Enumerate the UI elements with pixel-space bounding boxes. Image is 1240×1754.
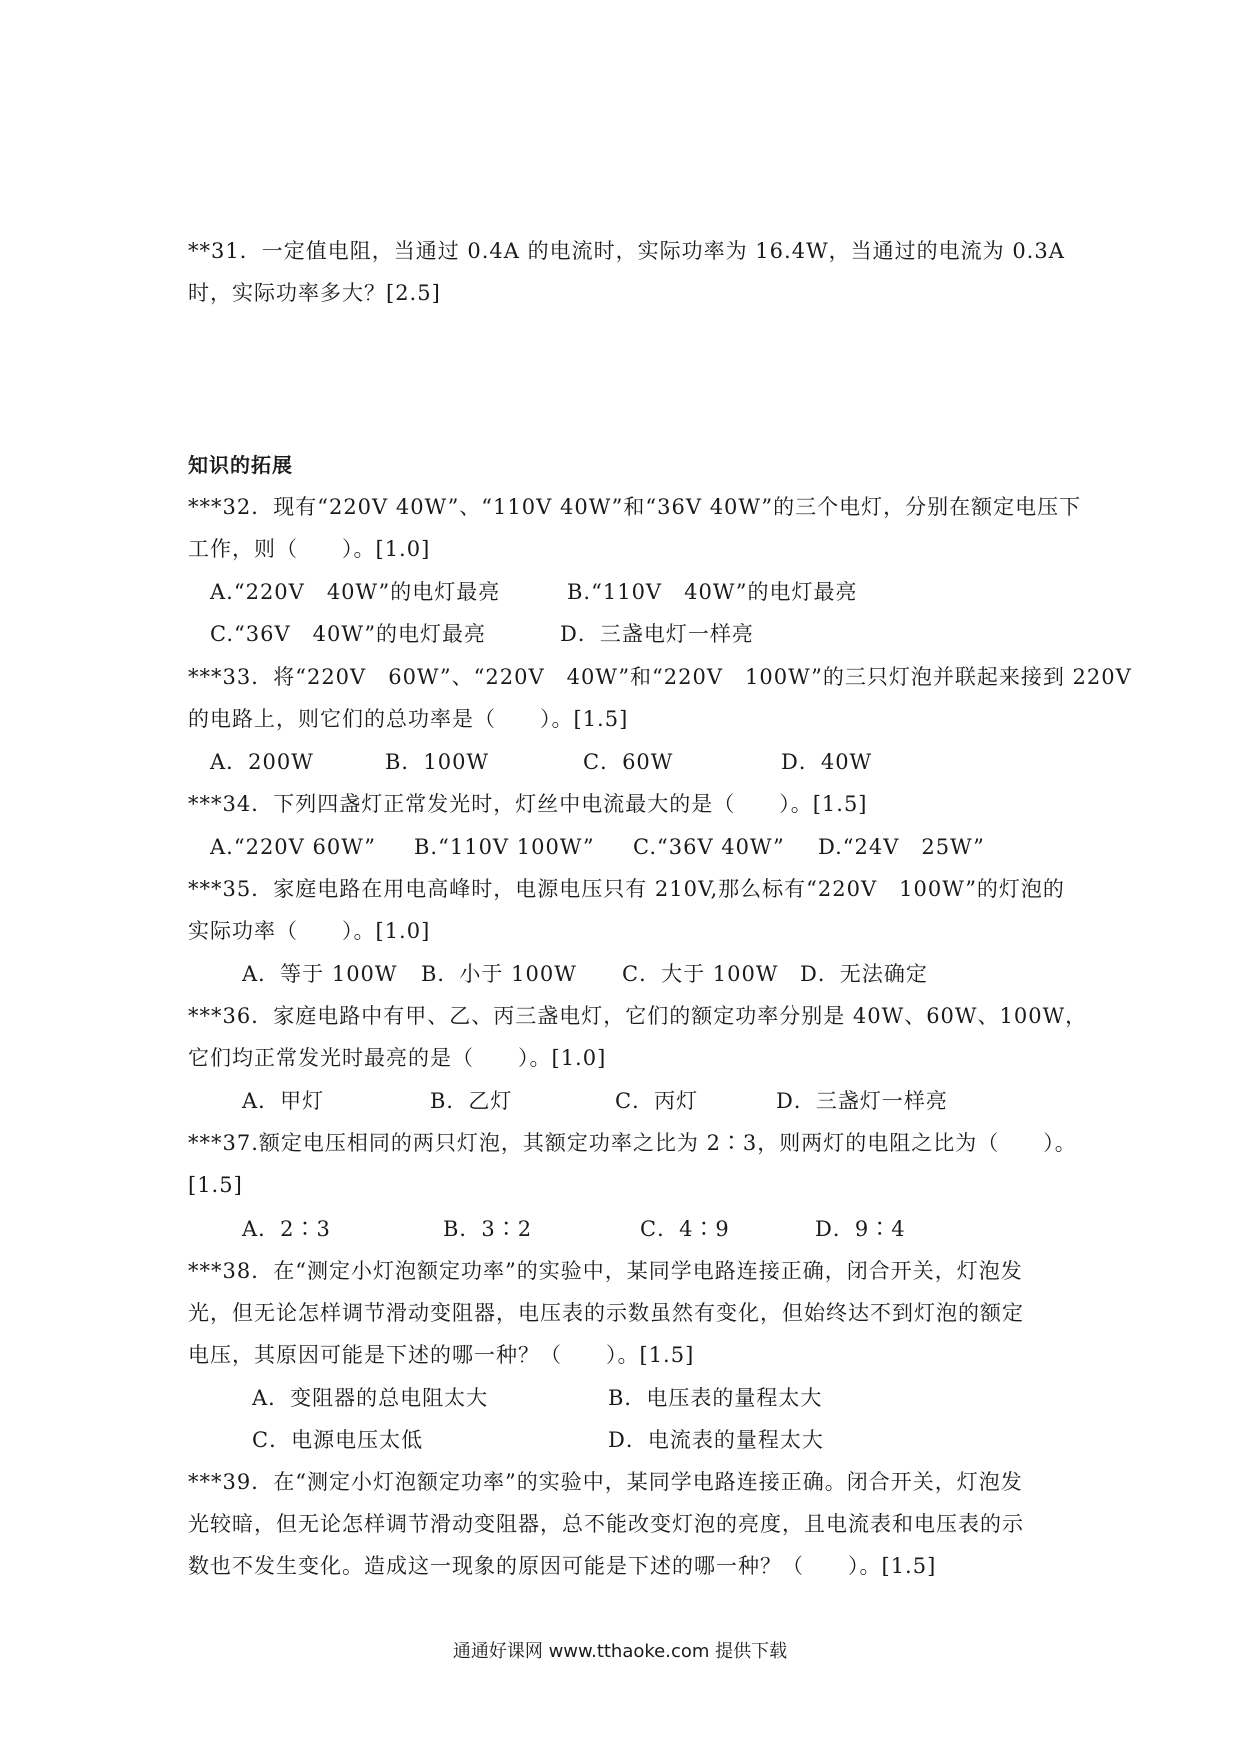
q32-option-a: A.“220V 40W”的电灯最亮 — [210, 580, 501, 604]
q36-line2: 它们均正常发光时最亮的是（ ）。[1.0] — [188, 1046, 607, 1070]
q37-option-b: B．3∶2 — [443, 1217, 533, 1241]
q33-option-a: A．200W — [210, 750, 314, 774]
q33-line2: 的电路上，则它们的总功率是（ ）。[1.5] — [188, 707, 629, 731]
q36-line1: ***36．家庭电路中有甲、乙、丙三盏电灯，它们的额定功率分别是 40W、60W、100W， — [188, 1004, 1088, 1028]
q38-option-d: D．电流表的量程太大 — [608, 1428, 824, 1452]
q36-option-b: B．乙灯 — [430, 1089, 513, 1113]
q35-line2: 实际功率（ ）。[1.0] — [188, 919, 431, 943]
q38-line1: ***38．在“测定小灯泡额定功率”的实验中，某同学电路连接正确，闭合开关，灯泡发 — [188, 1259, 1023, 1283]
q38-line3: 电压，其原因可能是下述的哪一种？（ ）。[1.5] — [188, 1343, 695, 1367]
q31-line1: **31．一定值电阻，当通过 0.4A 的电流时，实际功率为 16.4W，当通过的电流为 0.3A — [188, 239, 1065, 263]
q35-line1: ***35．家庭电路在用电高峰时，电源电压只有 210V,那么标有“220V 100W”的灯泡的 — [188, 877, 1065, 901]
q33-option-d: D．40W — [781, 750, 873, 774]
q32-option-d: D．三盏电灯一样亮 — [560, 622, 754, 646]
page-footer: 通通好课网 www.tthaoke.com 提供下载 — [452, 1641, 788, 1662]
q38-option-b: B．电压表的量程太大 — [608, 1386, 823, 1410]
q33-option-b: B．100W — [385, 750, 490, 774]
q39-line1: ***39．在“测定小灯泡额定功率”的实验中，某同学电路连接正确。闭合开关，灯泡发 — [188, 1470, 1023, 1494]
q34-line1: ***34．下列四盏灯正常发光时，灯丝中电流最大的是（ ）。[1.5] — [188, 792, 868, 816]
q37-option-a: A．2∶3 — [242, 1217, 331, 1241]
q37-option-d: D．9∶4 — [815, 1217, 906, 1241]
q34-option-d: D.“24V 25W” — [818, 835, 985, 859]
q39-line2: 光较暗，但无论怎样调节滑动变阻器，总不能改变灯泡的亮度，且电流表和电压表的示 — [188, 1512, 1024, 1536]
q33-line1: ***33．将“220V 60W”、“220V 40W”和“220V 100W”的三只灯泡并联起来接到 220V — [188, 665, 1132, 689]
q37-option-c: C．4∶9 — [640, 1217, 730, 1241]
q32-line1: ***32．现有“220V 40W”、“110V 40W”和“36V 40W”的三个电灯，分别在额定电压下 — [188, 495, 1082, 519]
q35-option-c: C．大于 100W — [622, 962, 779, 986]
q36-option-a: A．甲灯 — [242, 1089, 325, 1113]
q32-option-b: B.“110V 40W”的电灯最亮 — [567, 580, 858, 604]
q34-option-c: C.“36V 40W” — [633, 835, 785, 859]
q37-line1: ***37.额定电压相同的两只灯泡，其额定功率之比为 2∶3，则两灯的电阻之比为（ ）。 — [188, 1131, 1077, 1155]
q33-option-c: C．60W — [583, 750, 674, 774]
q32-line2: 工作，则（ ）。[1.0] — [188, 537, 431, 561]
q38-option-c: C．电源电压太低 — [252, 1428, 424, 1452]
q32-option-c: C.“36V 40W”的电灯最亮 — [210, 622, 487, 646]
q35-option-a: A．等于 100W — [242, 962, 398, 986]
q31-line2: 时，实际功率多大？[2.5] — [188, 281, 441, 305]
q35-option-b: B．小于 100W — [421, 962, 577, 986]
q39-line3: 数也不发生变化。造成这一现象的原因可能是下述的哪一种？（ ）。[1.5] — [188, 1554, 937, 1578]
q38-line2: 光，但无论怎样调节滑动变阻器，电压表的示数虽然有变化，但始终达不到灯泡的额定 — [188, 1301, 1024, 1325]
q34-option-b: B.“110V 100W” — [414, 835, 595, 859]
section-title: 知识的拓展 — [188, 453, 293, 477]
q36-option-d: D．三盏灯一样亮 — [776, 1089, 948, 1113]
q37-line2: [1.5] — [188, 1173, 243, 1197]
q34-option-a: A.“220V 60W” — [210, 835, 376, 859]
q35-option-d: D．无法确定 — [800, 962, 928, 986]
q36-option-c: C．丙灯 — [615, 1089, 699, 1113]
q38-option-a: A．变阻器的总电阻太大 — [252, 1386, 489, 1410]
